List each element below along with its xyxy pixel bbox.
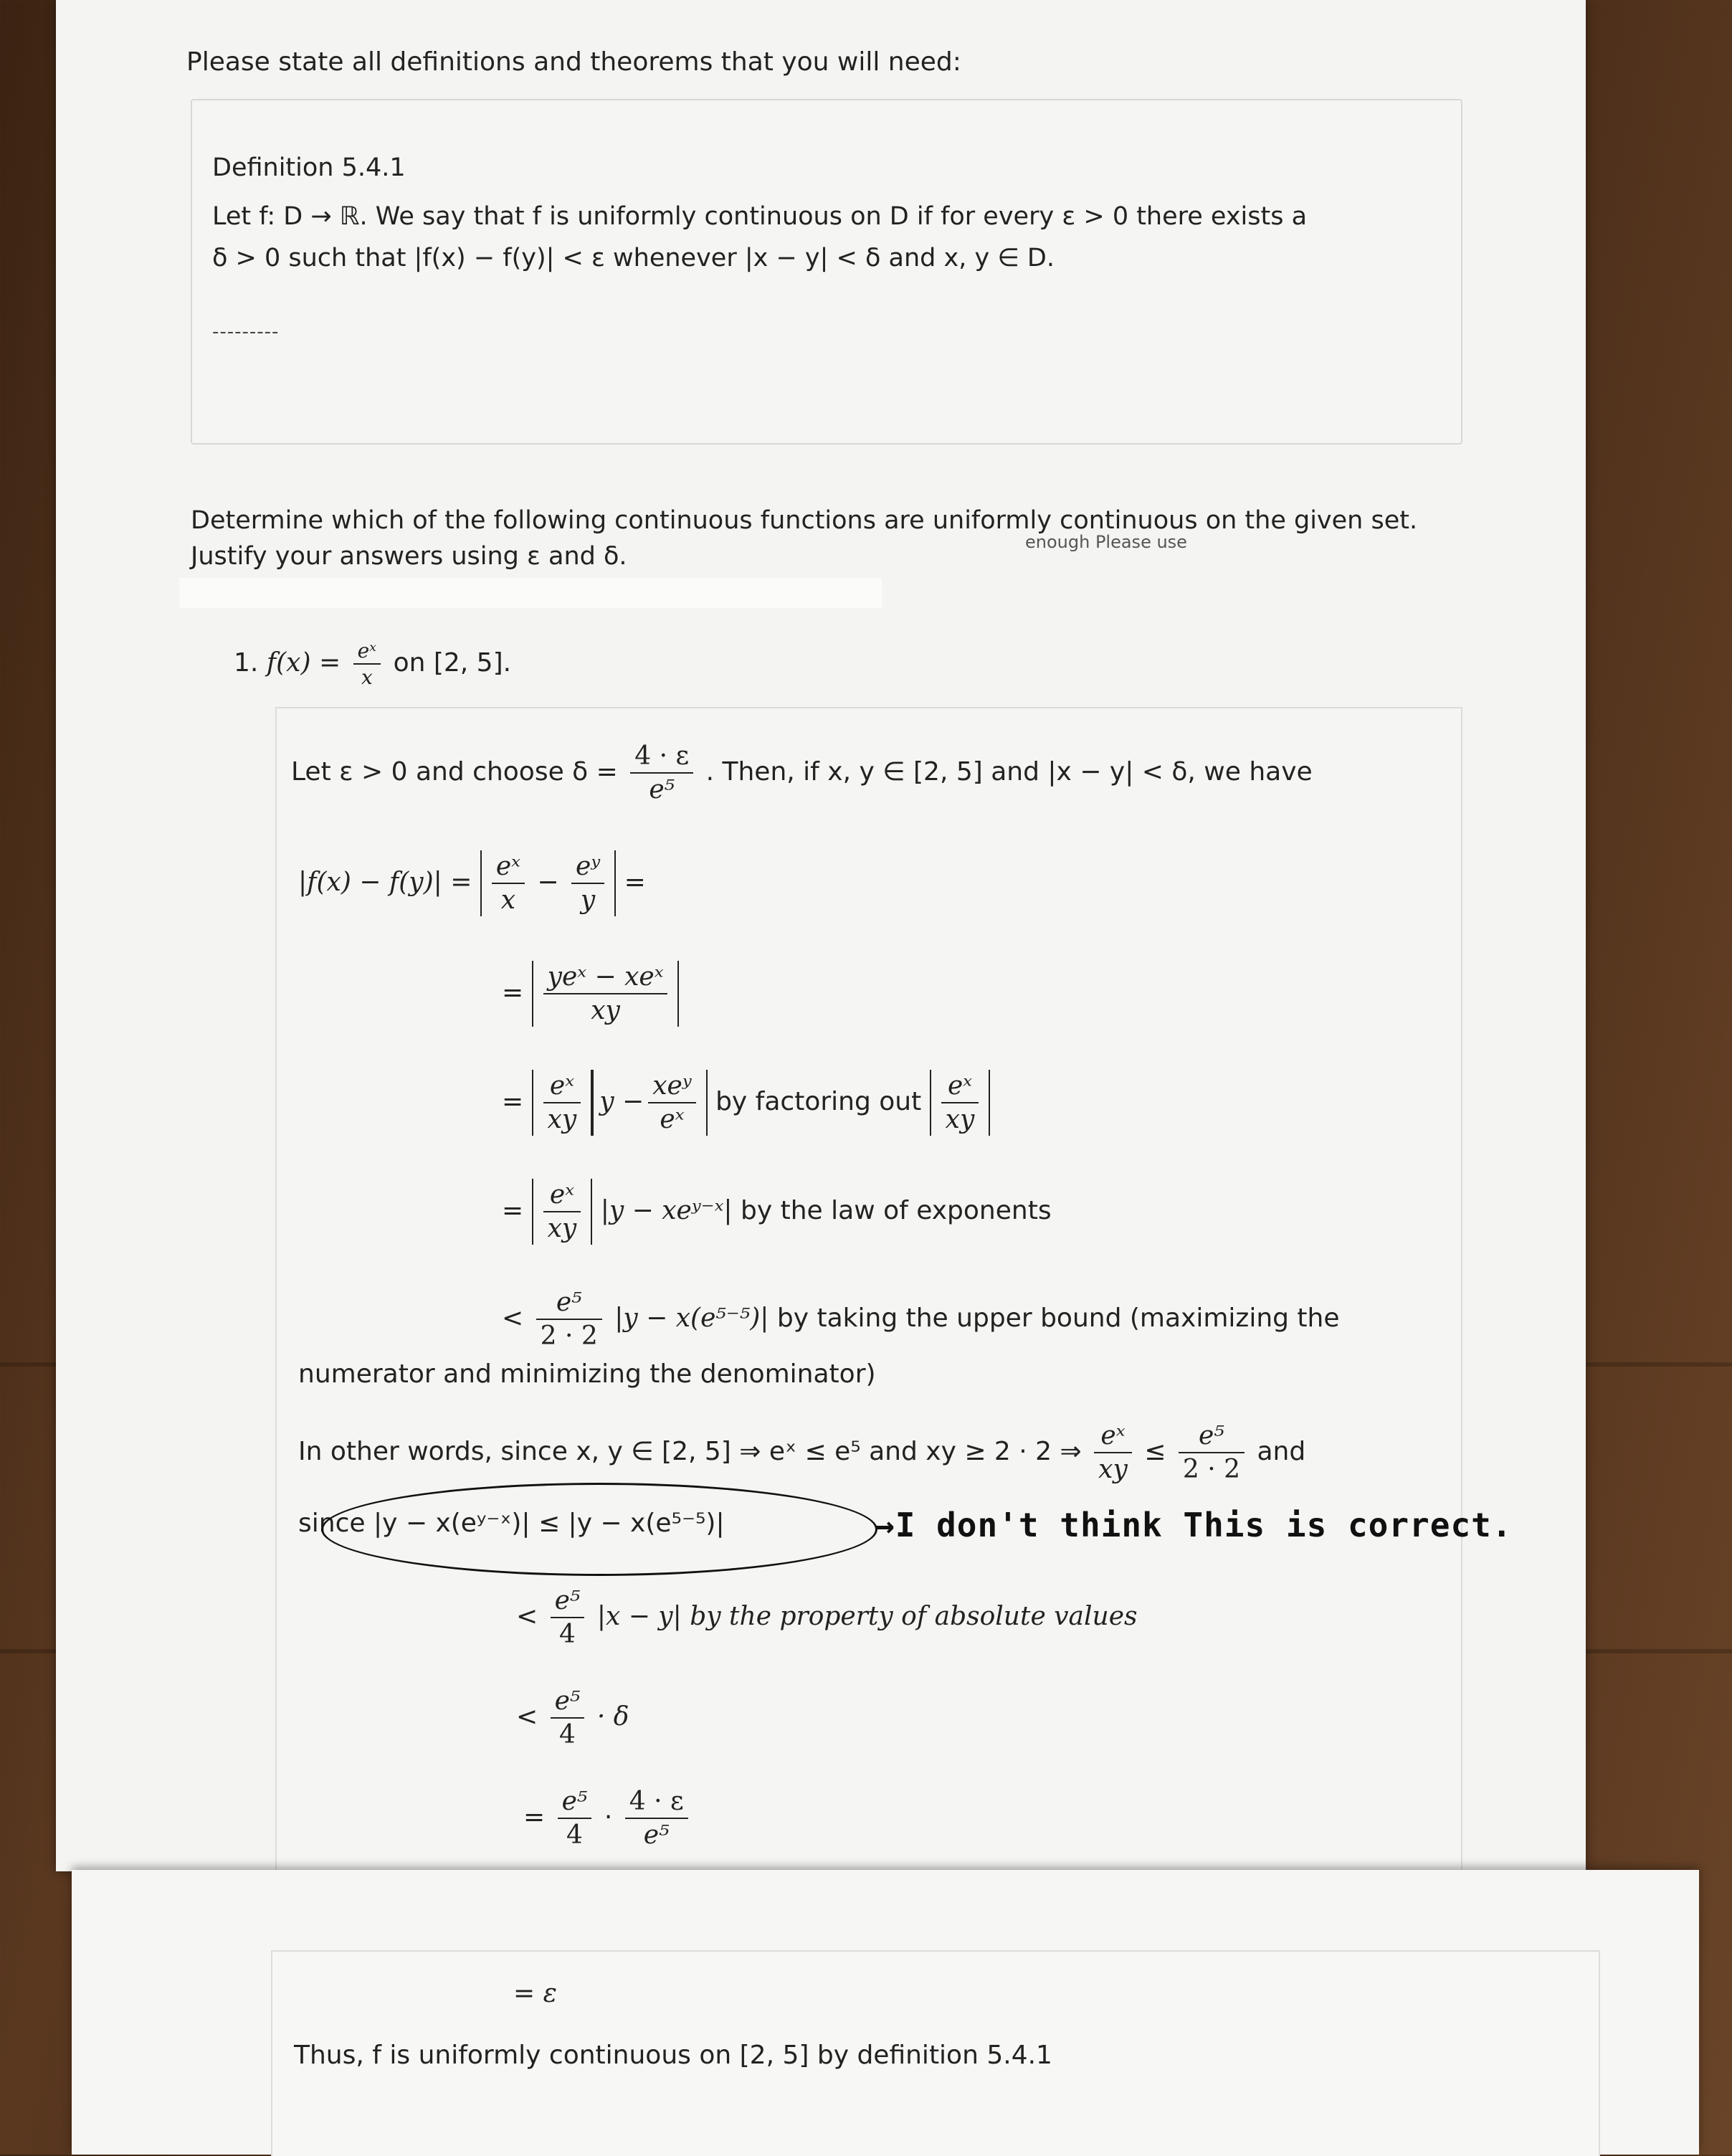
definition-line-2: δ > 0 such that |f(x) − f(y)| < ε whenever |x − y| < δ and x, y ∈ D. — [212, 244, 1055, 272]
step-4 — [502, 1179, 1052, 1245]
step5-continued: numerator and minimizing the denominator) — [298, 1359, 876, 1389]
step-8 — [523, 1785, 693, 1851]
in-other-words — [298, 1420, 1305, 1486]
step3-num: eˣ — [543, 1070, 581, 1103]
step1-num-2: eʸ — [571, 850, 604, 884]
step7-delta: · δ — [596, 1702, 629, 1732]
definition-dashes: --------- — [212, 321, 280, 343]
step7-less-than: < — [516, 1702, 538, 1732]
step5-less-than: < — [502, 1303, 524, 1333]
step5-den: 2 · 2 — [540, 1321, 598, 1351]
question-prompt-line-2: Justify your answers using ε and δ. — [191, 542, 627, 571]
step1-num-1: eˣ — [492, 850, 525, 884]
step1-lhs: |f(x) − f(y)| = — [298, 868, 472, 897]
step6-less-than: < — [516, 1602, 538, 1631]
intro-text: Let ε > 0 and choose δ = — [291, 757, 618, 787]
step8-num-2: 4 · ε — [625, 1785, 688, 1819]
conclusion: Thus, f is uniformly continuous on [2, 5] by definition 5.4.1 — [294, 2041, 1052, 2070]
step6-num: e⁵ — [551, 1585, 585, 1618]
step8-den-1: 4 — [566, 1820, 583, 1850]
step5-note: by taking the upper bound (maximizing the — [776, 1303, 1340, 1333]
problem-domain: on [2, 5]. — [393, 648, 512, 678]
other-words-text: In other words, since x, y ∈ [2, 5] ⇒ eˣ ≤ e⁵ and xy ≥ 2 · 2 ⇒ — [298, 1437, 1082, 1466]
step3-y: y − — [599, 1087, 644, 1116]
step7-den: 4 — [559, 1720, 576, 1749]
other-num-1: eˣ — [1094, 1420, 1132, 1453]
step5-expression: |y − x(e⁵⁻⁵)| — [614, 1303, 769, 1333]
handwritten-circle — [321, 1483, 877, 1576]
step-2 — [502, 961, 679, 1027]
intro-text-2: . Then, if x, y ∈ [2, 5] and |x − y| < δ, we have — [705, 757, 1313, 787]
step-6 — [516, 1585, 1137, 1651]
step2-denominator: xy — [591, 996, 620, 1025]
other-le: ≤ — [1144, 1437, 1166, 1466]
step8-num-1: e⁵ — [558, 1785, 592, 1819]
delta-denominator: e⁵ — [649, 775, 675, 804]
step3-note: by factoring out — [715, 1087, 922, 1116]
handwritten-note: →I don't think This is correct. — [875, 1506, 1513, 1544]
step1-minus: − — [537, 868, 559, 897]
step3-num-2: xeʸ — [648, 1070, 695, 1103]
step1-den-2: y — [580, 885, 596, 915]
page-heading: Please state all definitions and theorems that you will need: — [186, 47, 961, 77]
step3-den: xy — [547, 1105, 577, 1134]
step8-dot: · — [604, 1803, 613, 1832]
delta-numerator: 4 · ε — [630, 740, 693, 774]
step7-num: e⁵ — [551, 1685, 585, 1719]
problem-numerator: eˣ — [353, 638, 381, 665]
step4-note: by the law of exponents — [741, 1196, 1052, 1225]
other-den-1: xy — [1098, 1455, 1128, 1484]
problem-number: 1. — [234, 648, 259, 678]
step8-den-2: e⁵ — [643, 1820, 670, 1850]
since-line: since |y − x(eʸ⁻ˣ)| ≤ |y − x(e⁵⁻⁵)| — [298, 1509, 725, 1538]
erased-area — [179, 578, 882, 608]
step4-den: xy — [547, 1214, 577, 1243]
step6-expression: |x − y| by the property of absolute values — [596, 1602, 1138, 1631]
step-5 — [502, 1286, 1340, 1352]
step3-den-2: eˣ — [660, 1105, 685, 1134]
step3-factor-num: eˣ — [941, 1070, 979, 1103]
other-and: and — [1257, 1437, 1306, 1466]
step3-equals: = — [502, 1087, 524, 1116]
final-equals: = ε — [513, 1979, 557, 2008]
step2-equals: = — [502, 978, 524, 1007]
step4-expression: |y − xeʸ⁻ˣ| — [600, 1196, 733, 1225]
definition-title: Definition 5.4.1 — [212, 153, 406, 182]
step-7 — [516, 1685, 629, 1751]
step-1 — [298, 850, 646, 916]
step5-num: e⁵ — [536, 1286, 602, 1320]
step1-den-1: x — [500, 885, 516, 915]
problem-1 — [234, 638, 511, 690]
step3-factor-den: xy — [945, 1105, 975, 1134]
cutoff-text: enough Please use — [1025, 532, 1187, 552]
step6-den: 4 — [559, 1620, 576, 1649]
step8-equals: = — [523, 1803, 546, 1832]
question-prompt-line-1: Determine which of the following continuous functions are uniformly continuous on the given set. — [191, 506, 1418, 535]
definition-line-1: Let f: D → ℝ. We say that f is uniformly continuous on D if for every ε > 0 there exists a — [212, 202, 1308, 231]
answer-intro — [291, 740, 1313, 806]
other-num-2: e⁵ — [1179, 1420, 1245, 1453]
step1-equals: = — [624, 868, 646, 897]
other-den-2: 2 · 2 — [1182, 1455, 1240, 1484]
problem-function: f(x) = — [266, 648, 341, 678]
step2-numerator: yeˣ − xeˣ — [543, 961, 668, 994]
step4-equals: = — [502, 1196, 524, 1225]
step-3 — [502, 1070, 990, 1136]
problem-denominator: x — [361, 665, 373, 689]
step4-num: eˣ — [543, 1179, 581, 1212]
